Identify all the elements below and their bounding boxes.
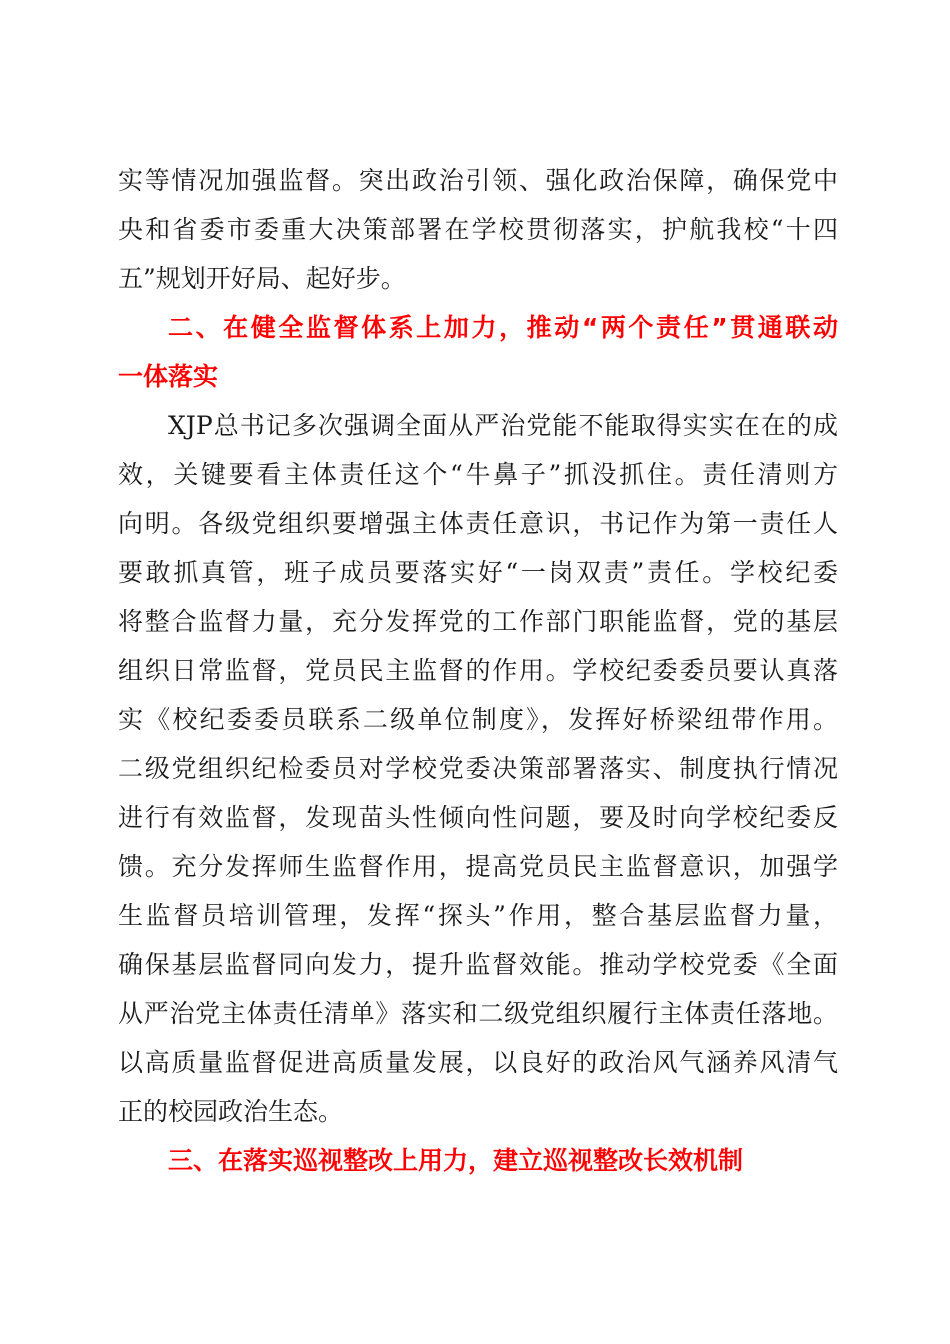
paragraph-body [118,401,838,1136]
paragraph-line: 确保基层监督同向发力，提升监督效能。推动学校党委《全面 [118,950,838,979]
paragraph-line: 将整合监督力量，充分发挥党的工作部门职能监督，党的基层 [118,607,838,636]
paragraph-line: 组织日常监督，党员民主监督的作用。学校纪委委员要认真落 [118,656,838,685]
paragraph-line: 向明。各级党组织要增强主体责任意识，书记作为第一责任人 [118,509,838,538]
paragraph-line: 实《校纪委委员联系二级单位制度》，发挥好桥梁纽带作用。 [118,705,838,734]
heading-line: 三、在落实巡视整改上用力，建立巡视整改长效机制 [168,1146,744,1175]
paragraph-line: XJP总书记多次强调全面从严治党能不能取得实实在在的成 [168,411,838,440]
section-heading-2 [118,303,838,401]
paragraph-line: 馈。充分发挥师生监督作用，提高党员民主监督意识，加强学 [118,852,838,881]
paragraph-line: 二级党组织纪检委员对学校党委决策部署落实、制度执行情况 [118,754,838,783]
paragraph-line: 从严治党主体责任清单》落实和二级党组织履行主体责任落地。 [118,999,838,1028]
paragraph-line: 正的校园政治生态。 [118,1097,344,1126]
paragraph-line: 效，关键要看主体责任这个“牛鼻子”抓没抓住。责任清则方 [118,460,838,489]
paragraph-line: 以高质量监督促进高质量发展，以良好的政治风气涵养风清气 [118,1048,838,1077]
paragraph-line: 要敢抓真管，班子成员要落实好“一岗双责”责任。学校纪委 [118,558,838,587]
paragraph-line: 五”规划开好局、起好步。 [118,264,406,293]
paragraph-intro [118,156,838,303]
section-heading-3 [118,1136,838,1185]
paragraph-line: 进行有效监督，发现苗头性倾向性问题，要及时向学校纪委反 [118,803,838,832]
paragraph-line: 实等情况加强监督。突出政治引领、强化政治保障，确保党中 [118,166,838,195]
paragraph-line: 央和省委市委重大决策部署在学校贯彻落实，护航我校“十四 [118,215,838,244]
paragraph-line: 生监督员培训管理，发挥“探头”作用，整合基层监督力量， [118,901,838,930]
heading-line: 一体落实 [118,362,219,391]
heading-line: 二、在健全监督体系上加力，推动“两个责任”贯通联动 [168,313,838,342]
document-body [118,156,838,1185]
